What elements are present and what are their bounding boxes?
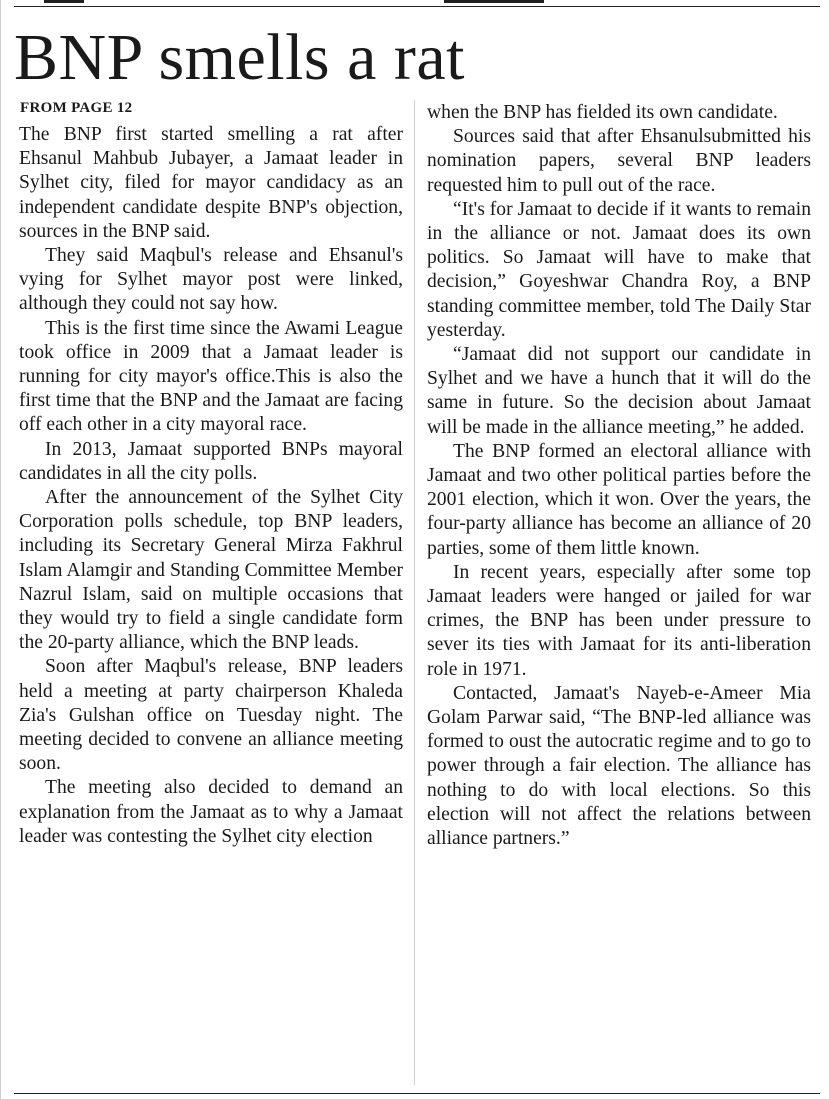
top-rule bbox=[14, 0, 820, 7]
paragraph: when the BNP has fielded its own candidate. bbox=[427, 102, 778, 123]
kicker-from-page: FROM PAGE 12 bbox=[20, 100, 133, 116]
headline: BNP smells a rat bbox=[14, 21, 466, 94]
paragraph: Sources said that after Ehsanulsubmitted his nomination papers, several BNP leaders requested him to pull out of the race. bbox=[427, 126, 811, 196]
article-column-right bbox=[427, 101, 811, 851]
top-rule-mark bbox=[444, 0, 544, 3]
paragraph: Soon after Maqbul's release, BNP leaders held a meeting at party chairperson Khaleda Zia's Gulshan office on Tuesday night. The meeting decided to convene an alliance meeting soon. bbox=[19, 656, 403, 775]
page-left-edge bbox=[0, 0, 1, 1099]
article-column-left bbox=[19, 123, 403, 849]
paragraph: The BNP first started smelling a rat after Ehsanul Mahbub Jubayer, a Jamaat leader in Sylhet city, filed for mayor candidacy as an independent candidate despite BNP's objection, sources in the BNP said. bbox=[19, 124, 403, 242]
paragraph: Contacted, Jamaat's Nayeb-e-Ameer Mia Golam Parwar said, “The BNP-led alliance was formed to oust the autocratic regime and to go to power through a fair election. The alliance has nothing to do with local elections. So this election will not affect the relations between alliance partners.” bbox=[427, 682, 811, 850]
bottom-rule bbox=[14, 1093, 820, 1094]
paragraph: This is the first time since the Awami League took office in 2009 that a Jamaat leader is running for city mayor's office.This is also the first time that the BNP and the Jamaat are facing off each other in a city mayoral race. bbox=[19, 317, 403, 436]
column-divider bbox=[414, 100, 415, 1085]
paragraph: They said Maqbul's release and Ehsanul's vying for Sylhet mayor post were linked, although they could not say how. bbox=[19, 245, 403, 315]
top-rule-mark bbox=[44, 0, 84, 3]
paragraph: In recent years, especially after some top Jamaat leaders were hanged or jailed for war crimes, the BNP has been under pressure to sever its ties with Jamaat for its anti-liberation role in 1971. bbox=[427, 561, 811, 680]
paragraph: The BNP formed an electoral alliance with Jamaat and two other political parties before the 2001 election, which it won. Over the years, the four-party alliance has become an alliance of 20 parties, some of them little known. bbox=[427, 440, 811, 559]
paragraph: The meeting also decided to demand an explanation from the Jamaat as to why a Jamaat leader was contesting the Sylhet city election bbox=[19, 777, 403, 847]
paragraph: “It's for Jamaat to decide if it wants to remain in the alliance or not. Jamaat does its own politics. So Jamaat will have to make that decision,” Goyeshwar Chandra Roy, a BNP standing committee member, told The Daily Star yesterday. bbox=[427, 198, 811, 341]
paragraph: In 2013, Jamaat supported BNPs mayoral candidates in all the city polls. bbox=[19, 438, 403, 484]
paragraph: “Jamaat did not support our candidate in Sylhet and we have a hunch that it will do the same in future. So the decision about Jamaat will be made in the alliance meeting,” he added. bbox=[427, 344, 811, 438]
paragraph: After the announcement of the Sylhet City Corporation polls schedule, top BNP leaders, including its Secretary General Mirza Fakhrul Islam Alamgir and Standing Committee Member Nazrul Islam, said on multiple occasions that they would try to field a single candidate form the 20-party alliance, which the BNP leads. bbox=[19, 487, 403, 654]
